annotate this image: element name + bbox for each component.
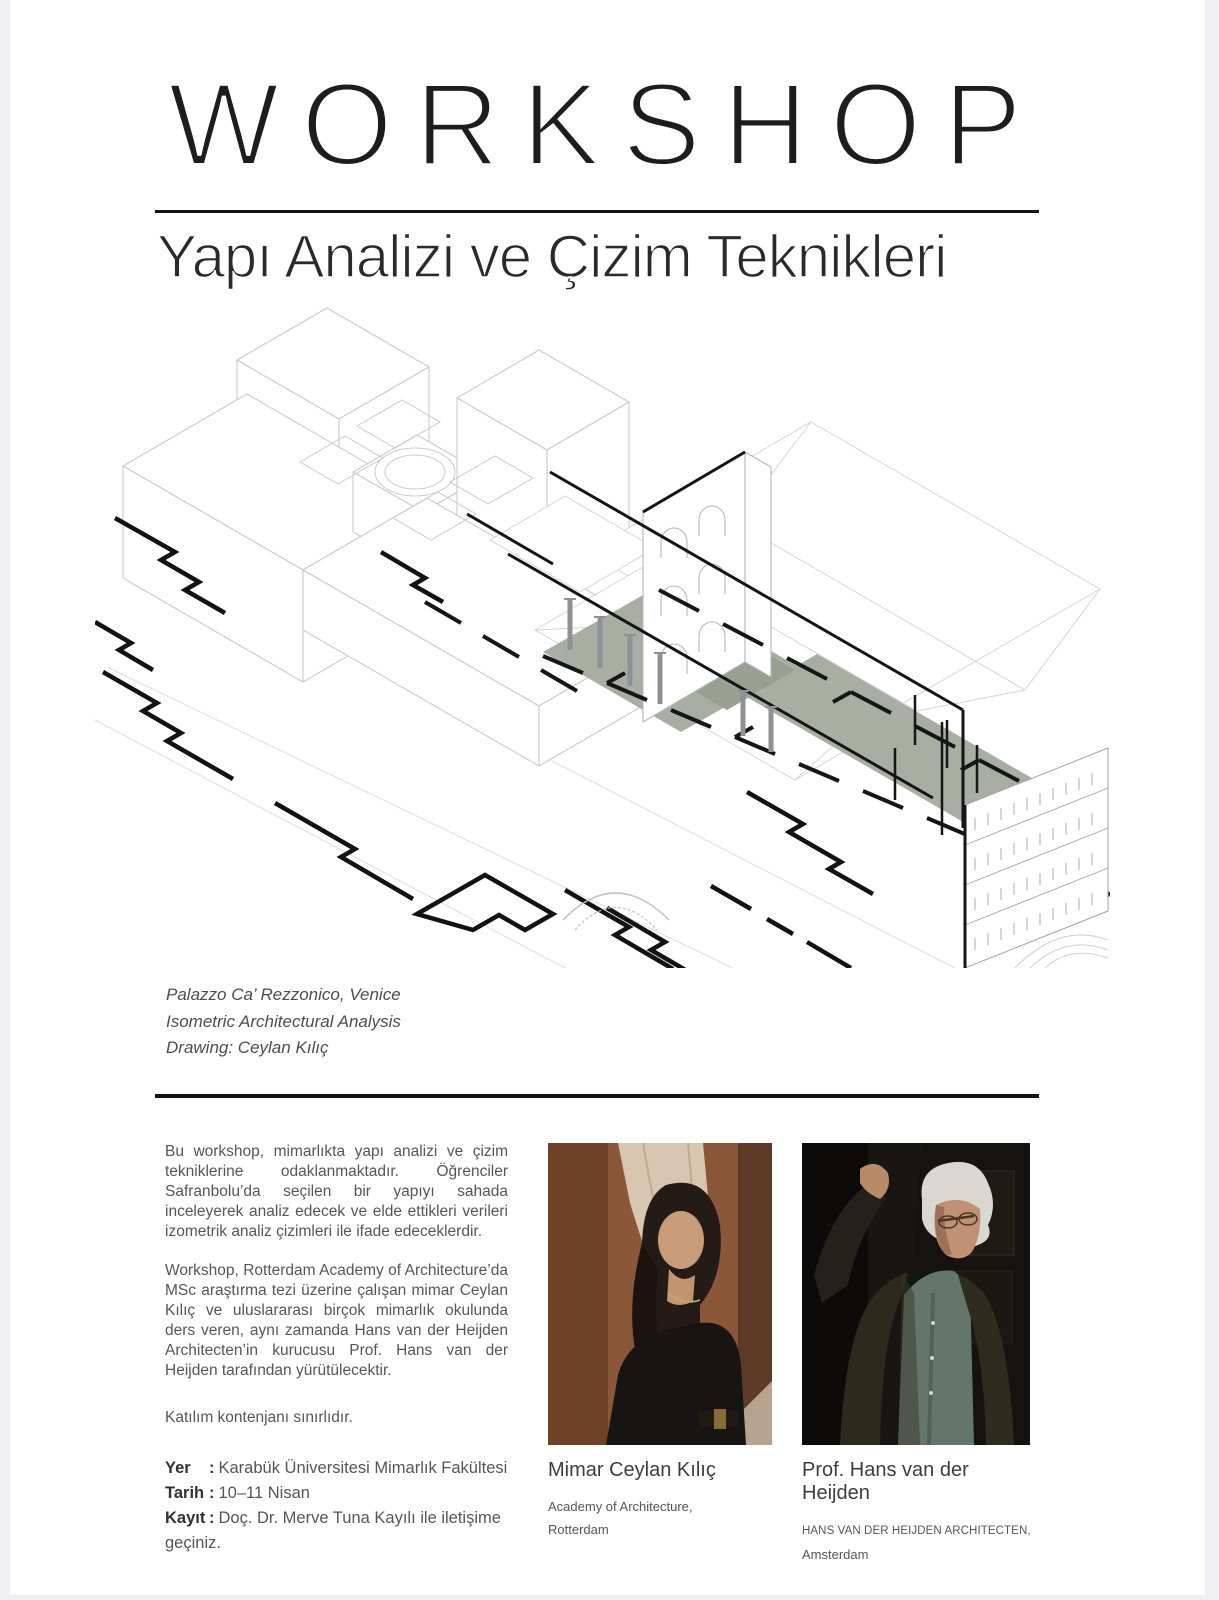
workshop-description [165, 1142, 508, 1556]
org-line-2: Rotterdam [548, 1522, 609, 1537]
speaker-card-ceylan-kilic [548, 1143, 772, 1541]
location-separator: : [209, 1459, 215, 1477]
isometric-drawing [95, 300, 1110, 968]
speaker-name-hans-van-der-heijden: Prof. Hans van der Heijden [802, 1459, 969, 1504]
caption-line-2: Isometric Architectural Analysis [166, 1011, 401, 1031]
date-value: 10–11 Nisan [218, 1484, 310, 1502]
location-label: Yer [165, 1459, 191, 1477]
date-label: Tarih [165, 1484, 205, 1502]
description-paragraph-1: Bu workshop, mimarlıkta yapı analizi ve çizim tekniklerine odaklanmaktadır. Öğrenciler Safranbolu’da seçilen bir yapıyı sahada inceleyerek analiz edecek ve elde ettikleri verileri izometrik analiz çizimleri ile ifade edeceklerdir. [165, 1143, 508, 1240]
page-subtitle: Yapı Analizi ve Çizim Teknikleri [157, 223, 947, 290]
location-value: Karabük Üniversitesi Mimarlık Fakültesi [218, 1459, 508, 1477]
detail-row-location [165, 1456, 508, 1481]
speaker-card-hans-van-der-heijden [802, 1143, 1030, 1566]
hans-van-der-heijden-photo [802, 1143, 1030, 1445]
poster-page [10, 0, 1205, 1595]
event-details [165, 1456, 508, 1556]
detail-row-date [165, 1481, 508, 1506]
caption-line-3: Drawing: Ceylan Kılıç [166, 1038, 329, 1057]
ceylan-kilic-photo [548, 1143, 772, 1445]
detail-row-registration [165, 1506, 508, 1556]
speaker-name-ceylan-kilic: Mimar Ceylan Kılıç [548, 1459, 716, 1481]
speaker-org-hans-van-der-heijden [802, 1518, 1030, 1566]
drawing-caption [166, 982, 401, 1062]
org-line-1: Academy of Architecture, [548, 1499, 693, 1514]
section-divider [155, 1094, 1039, 1098]
description-paragraph-2: Workshop, Rotterdam Academy of Architecture’da MSc araştırma tezi üzerine çalışan mimar Ceylan Kılıç ve uluslararası birçok mimarlık okulunda ders veren, aynı zamanda Hans van der Heijden Architecten’in kurucusu Prof. Hans van der Heijden tarafından yürütülecektir. [165, 1262, 508, 1379]
speaker-org-ceylan-kilic [548, 1495, 772, 1541]
org-line-1: HANS VAN DER HEIJDEN ARCHITECTEN, [802, 1525, 1031, 1537]
caption-line-1: Palazzo Ca’ Rezzonico, Venice [166, 985, 401, 1004]
registration-label: Kayıt [165, 1509, 206, 1527]
org-line-2: Amsterdam [802, 1547, 869, 1562]
date-separator: : [209, 1484, 215, 1502]
capacity-note: Katılım kontenjanı sınırlıdır. [165, 1409, 353, 1426]
title-divider [155, 210, 1039, 213]
registration-separator: : [209, 1509, 215, 1527]
registration-value: Doç. Dr. Merve Tuna Kayılı ile iletişime geçiniz. [165, 1509, 501, 1552]
page-title: W O R K S H O P [168, 59, 1022, 191]
